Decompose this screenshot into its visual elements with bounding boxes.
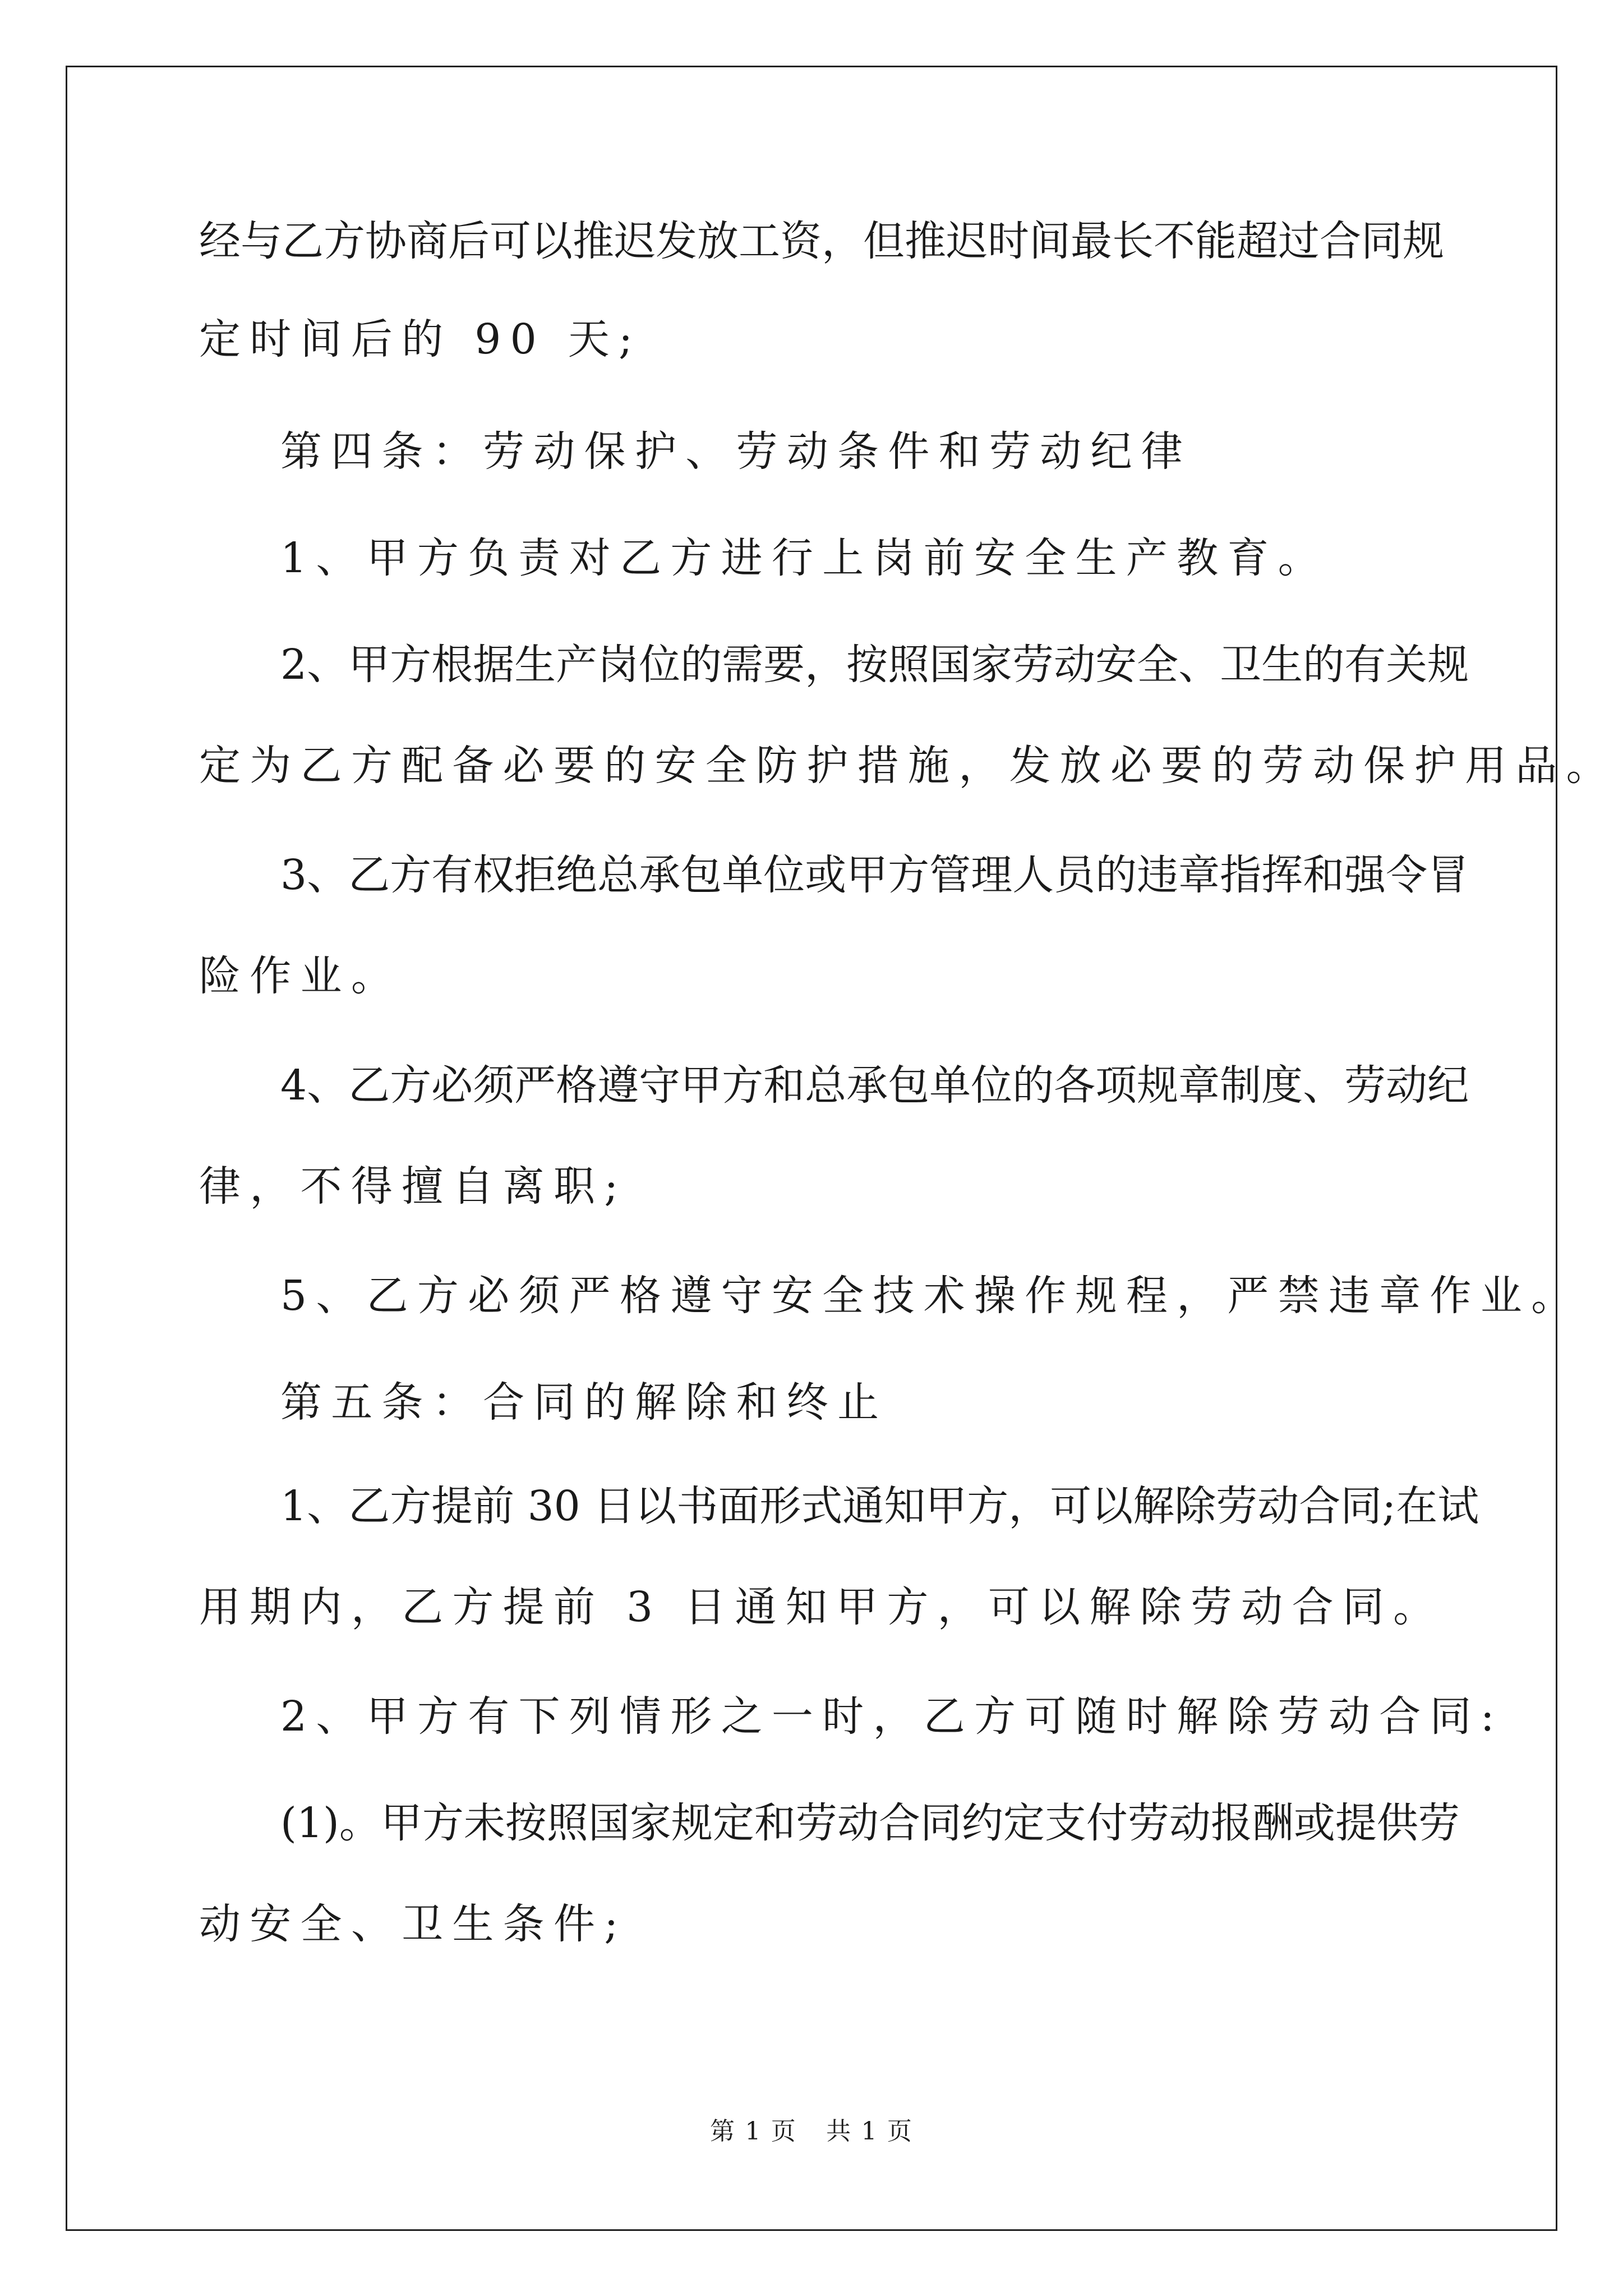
text-line: (1)。甲方未按照国家规定和劳动合同约定支付劳动报酬或提供劳 — [280, 1799, 1460, 1847]
text-line: 定为乙方配备必要的安全防护措施，发放必要的劳动保护用品。 — [199, 742, 1617, 790]
text-line: 险作业。 — [199, 952, 402, 1000]
text-line: 5、乙方必须严格遵守安全技术操作规程，严禁违章作业。 — [280, 1272, 1582, 1320]
text-line: 动安全、卫生条件; — [199, 1900, 628, 1948]
text-line: 律，不得擅自离职; — [199, 1162, 628, 1211]
page-footer — [0, 2115, 1623, 2148]
text-line: 经与乙方协商后可以推迟发放工资，但推迟时间最长不能超过合同规 — [199, 217, 1444, 265]
text-line: 用期内，乙方提前 3 日通知甲方，可以解除劳动合同。 — [199, 1583, 1444, 1631]
text-line: 1、甲方负责对乙方进行上岗前安全生产教育。 — [280, 534, 1329, 582]
page-total: 共 1 页 — [826, 2117, 914, 2146]
text-line: 2、甲方根据生产岗位的需要，按照国家劳动安全、卫生的有关规 — [280, 641, 1469, 689]
section-heading: 第五条：合同的解除和终止 — [280, 1378, 888, 1427]
text-line: 4、乙方必须严格遵守甲方和总承包单位的各项规章制度、劳动纪 — [280, 1061, 1469, 1110]
page-number: 第 1 页 — [709, 2117, 797, 2146]
text-line: 1、乙方提前 30 日以书面形式通知甲方，可以解除劳动合同;在试 — [280, 1482, 1479, 1530]
text-line: 2、甲方有下列情形之一时，乙方可随时解除劳动合同: — [280, 1692, 1504, 1741]
text-line: 3、乙方有权拒绝总承包单位或甲方管理人员的违章指挥和强令冒 — [280, 851, 1469, 899]
text-line: 定时间后的 90 天; — [199, 315, 642, 364]
section-heading: 第四条：劳动保护、劳动条件和劳动纪律 — [280, 427, 1192, 476]
